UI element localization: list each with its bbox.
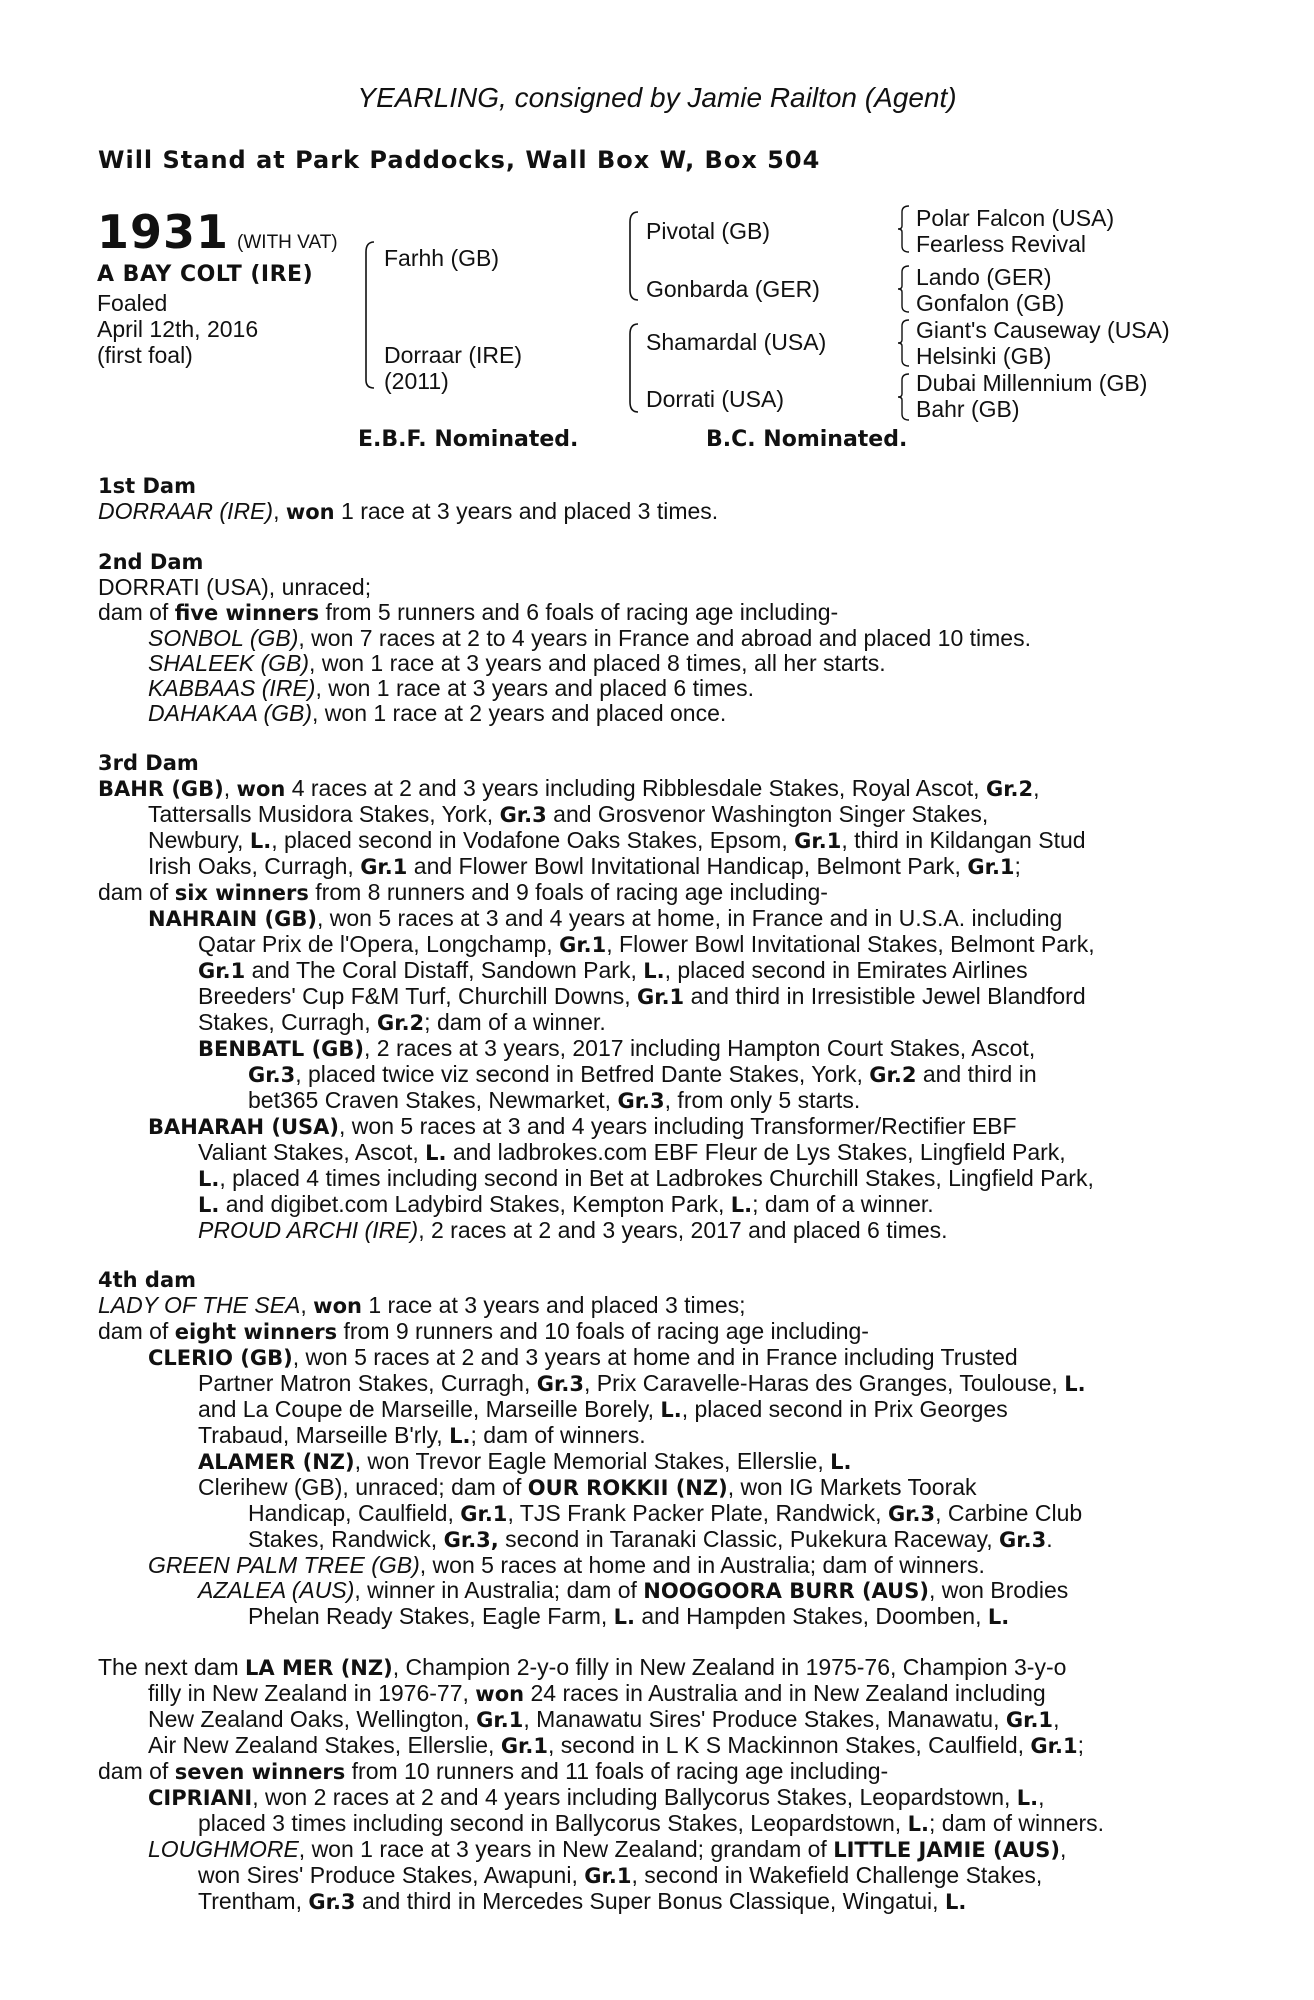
consignor-line: YEARLING, consigned by Jamie Railton (Agent) <box>357 82 957 113</box>
vat-note: (WITH VAT) <box>237 232 338 253</box>
bracket-2 <box>897 264 911 314</box>
produce-entry: Clerihew (GB), unraced; dam of OUR ROKKII (NZ), won IG Markets Toorak <box>198 1474 977 1500</box>
produce-entry: PROUD ARCHI (IRE), 2 races at 2 and 3 years, 2017 and placed 6 times. <box>198 1217 948 1243</box>
first-foal-note: (first foal) <box>97 342 193 368</box>
produce-entry-cont: Breeders' Cup F&M Turf, Churchill Downs, Gr.1 and third in Irresistible Jewel Blandford <box>198 983 1086 1009</box>
dam-parents-bracket <box>626 322 640 414</box>
sire: Farhh (GB) <box>384 245 500 271</box>
produce-entry: NAHRAIN (GB), won 5 races at 3 and 4 years at home, in France and in U.S.A. including <box>148 905 1063 931</box>
produce-entry: BAHARAH (USA), won 5 races at 3 and 4 years including Transformer/Rectifier EBF <box>148 1113 1017 1139</box>
produce-entry: SONBOL (GB), won 7 races at 2 to 4 years in France and abroad and placed 10 times. <box>148 625 1031 651</box>
next-dam-entry: The next dam LA MER (NZ), Champion 2-y-o filly in New Zealand in 1975-76, Champion 3-y-o <box>98 1654 1067 1680</box>
next-dam-entry-cont: New Zealand Oaks, Wellington, Gr.1, Manawatu Sires' Produce Stakes, Manawatu, Gr.1, <box>148 1706 1060 1732</box>
produce-entry-cont: Stakes, Randwick, Gr.3, second in Taranaki Classic, Pukekura Raceway, Gr.3. <box>248 1526 1053 1552</box>
produce-entry-cont: Trentham, Gr.3 and third in Mercedes Super Bonus Classique, Wingatui, L. <box>198 1888 967 1914</box>
dam-dam: Dorrati (USA) <box>646 386 785 412</box>
sire-parents-bracket <box>626 210 640 302</box>
bc-nominated: B.C. Nominated. <box>706 427 908 452</box>
dam-sire-sire: Giant's Causeway (USA) <box>916 317 1170 343</box>
dam-sire-dam: Helsinki (GB) <box>916 343 1052 369</box>
second-dam-produce: dam of five winners from 5 runners and 6 foals of racing age including- <box>98 599 839 625</box>
next-dam-entry-cont: filly in New Zealand in 1976-77, won 24 races in Australia and in New Zealand including <box>148 1680 1046 1706</box>
third-dam-heading: 3rd Dam <box>98 751 199 775</box>
second-dam-heading: 2nd Dam <box>98 550 204 574</box>
fourth-dam-entry: LADY OF THE SEA, won 1 race at 3 years and placed 3 times; <box>98 1292 746 1318</box>
produce-entry-cont: Valiant Stakes, Ascot, L. and ladbrokes.com EBF Fleur de Lys Stakes, Lingfield Park, <box>198 1139 1066 1165</box>
sire-dam: Gonbarda (GER) <box>646 276 820 302</box>
third-dam-entry-cont: Irish Oaks, Curragh, Gr.1 and Flower Bowl Invitational Handicap, Belmont Park, Gr.1; <box>148 853 1021 879</box>
dam-year: (2011) <box>384 368 449 394</box>
first-dam-heading: 1st Dam <box>98 474 196 498</box>
produce-entry: BENBATL (GB), 2 races at 3 years, 2017 including Hampton Court Stakes, Ascot, <box>198 1035 1036 1061</box>
third-dam-produce: dam of six winners from 8 runners and 9 foals of racing age including- <box>98 879 828 905</box>
lot-number <box>97 205 338 259</box>
foaled-label: Foaled <box>97 290 168 316</box>
third-dam-entry-cont: Tattersalls Musidora Stakes, York, Gr.3 and Grosvenor Washington Singer Stakes, <box>148 801 989 827</box>
produce-entry: CLERIO (GB), won 5 races at 2 and 3 years at home and in France including Trusted <box>148 1344 1018 1370</box>
sire-sire-dam: Fearless Revival <box>916 231 1086 257</box>
second-dam-line: DORRATI (USA), unraced; <box>98 574 372 600</box>
dam-dam-dam: Bahr (GB) <box>916 396 1020 422</box>
dam-sire: Shamardal (USA) <box>646 329 827 355</box>
lot-number-value: 1931 <box>97 205 230 259</box>
produce-entry-cont: Handicap, Caulfield, Gr.1, TJS Frank Packer Plate, Randwick, Gr.3, Carbine Club <box>248 1500 1083 1526</box>
fourth-dam-produce: dam of eight winners from 9 runners and 10 foals of racing age including- <box>98 1318 869 1344</box>
first-dam-line: DORRAAR (IRE), won 1 race at 3 years and placed 3 times. <box>98 498 719 524</box>
ebf-nominated: E.B.F. Nominated. <box>358 427 579 452</box>
produce-entry-cont: L. and digibet.com Ladybird Stakes, Kempton Park, L.; dam of a winner. <box>198 1191 934 1217</box>
produce-entry-cont: L., placed 4 times including second in Bet at Ladbrokes Churchill Stakes, Lingfield Park, <box>198 1165 1094 1191</box>
sire-dam-bracket <box>362 240 376 390</box>
fourth-dam-heading: 4th dam <box>98 1268 196 1292</box>
produce-entry: KABBAAS (IRE), won 1 race at 3 years and placed 6 times. <box>148 675 754 701</box>
stand-location: Will Stand at Park Paddocks, Wall Box W, Box 504 <box>98 146 821 174</box>
next-dam-entry-cont: Air New Zealand Stakes, Ellerslie, Gr.1, second in L K S Mackinnon Stakes, Caulfield, Gr.1; <box>148 1732 1085 1758</box>
bracket-4 <box>897 372 911 422</box>
produce-entry: CIPRIANI, won 2 races at 2 and 4 years including Ballycorus Stakes, Leopardstown, L., <box>148 1784 1045 1810</box>
produce-entry-cont: and La Coupe de Marseille, Marseille Borely, L., placed second in Prix Georges <box>198 1396 1008 1422</box>
sire-dam-sire: Lando (GER) <box>916 264 1052 290</box>
dam: Dorraar (IRE) <box>384 342 523 368</box>
sire-sire-sire: Polar Falcon (USA) <box>916 205 1115 231</box>
bracket-1 <box>897 204 911 254</box>
produce-entry: GREEN PALM TREE (GB), won 5 races at home and in Australia; dam of winners. <box>148 1552 985 1578</box>
produce-entry-cont: Gr.1 and The Coral Distaff, Sandown Park, L., placed second in Emirates Airlines <box>198 957 1028 983</box>
sire-sire: Pivotal (GB) <box>646 218 770 244</box>
produce-entry-cont: Phelan Ready Stakes, Eagle Farm, L. and Hampden Stakes, Doomben, L. <box>248 1603 1010 1629</box>
catalogue-text <box>98 474 1194 1915</box>
lot-name: A BAY COLT (IRE) <box>97 262 314 287</box>
third-dam-entry: BAHR (GB), won 4 races at 2 and 3 years including Ribblesdale Stakes, Royal Ascot, Gr.2, <box>98 775 1040 801</box>
produce-entry-cont: won Sires' Produce Stakes, Awapuni, Gr.1, second in Wakefield Challenge Stakes, <box>198 1862 1043 1888</box>
produce-entry-cont: Partner Matron Stakes, Curragh, Gr.3, Prix Caravelle-Haras des Granges, Toulouse, L. <box>198 1370 1086 1396</box>
sire-dam-dam: Gonfalon (GB) <box>916 290 1065 316</box>
produce-entry-cont: Qatar Prix de l'Opera, Longchamp, Gr.1, Flower Bowl Invitational Stakes, Belmont Park, <box>198 931 1095 957</box>
produce-entry-cont: Gr.3, placed twice viz second in Betfred Dante Stakes, York, Gr.2 and third in <box>248 1061 1037 1087</box>
produce-entry: AZALEA (AUS), winner in Australia; dam of NOOGOORA BURR (AUS), won Brodies <box>198 1577 1069 1603</box>
produce-entry: SHALEEK (GB), won 1 race at 3 years and placed 8 times, all her starts. <box>148 650 886 676</box>
produce-entry: DAHAKAA (GB), won 1 race at 2 years and placed once. <box>148 700 727 726</box>
produce-entry: ALAMER (NZ), won Trevor Eagle Memorial Stakes, Ellerslie, L. <box>198 1448 852 1474</box>
third-dam-entry-cont: Newbury, L., placed second in Vodafone Oaks Stakes, Epsom, Gr.1, third in Kildangan Stud <box>148 827 1086 853</box>
dam-dam-sire: Dubai Millennium (GB) <box>916 370 1148 396</box>
produce-entry-cont: Trabaud, Marseille B'rly, L.; dam of winners. <box>198 1422 646 1448</box>
produce-entry-cont: placed 3 times including second in Ballycorus Stakes, Leopardstown, L.; dam of winners. <box>198 1810 1105 1836</box>
foaled-date: April 12th, 2016 <box>97 316 259 342</box>
produce-entry: LOUGHMORE, won 1 race at 3 years in New Zealand; grandam of LITTLE JAMIE (AUS), <box>148 1836 1067 1862</box>
produce-entry-cont: Stakes, Curragh, Gr.2; dam of a winner. <box>198 1009 606 1035</box>
produce-entry-cont: bet365 Craven Stakes, Newmarket, Gr.3, from only 5 starts. <box>248 1087 861 1113</box>
pedigree-block <box>0 0 1314 470</box>
bracket-3 <box>897 318 911 368</box>
next-dam-produce: dam of seven winners from 10 runners and 11 foals of racing age including- <box>98 1758 889 1784</box>
